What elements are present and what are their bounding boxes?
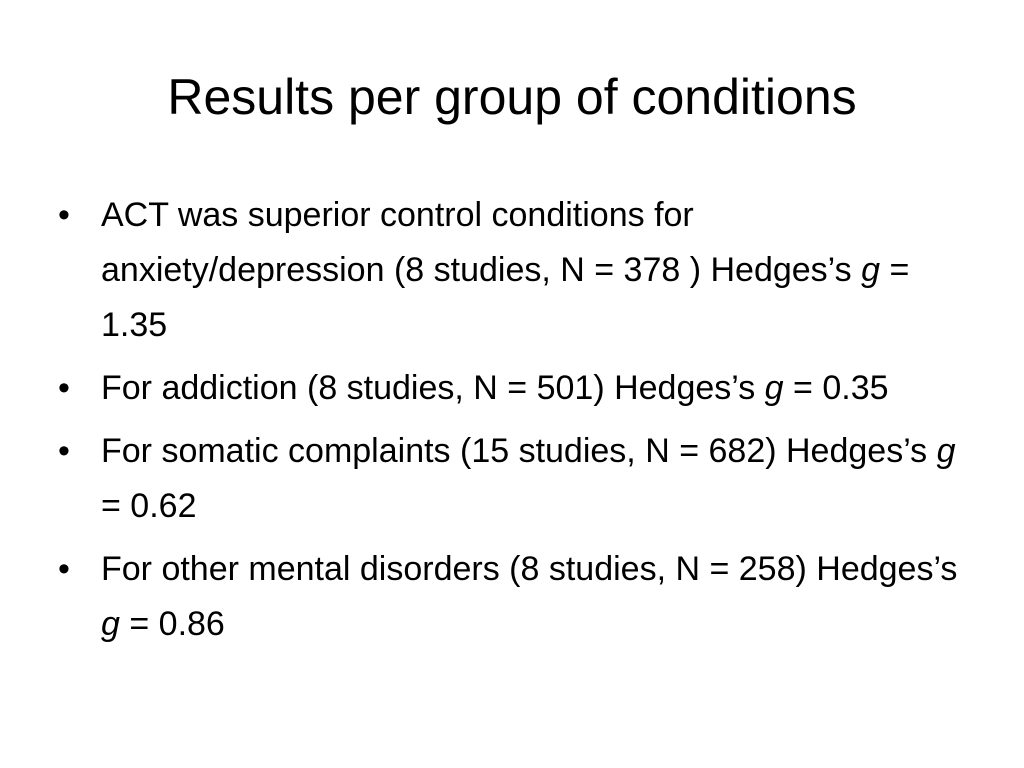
bullet-text-part: For addiction (8 studies, N = 501) Hedges’s: [101, 369, 765, 407]
hedges-g-symbol: g: [764, 369, 784, 407]
bullet-text-part: For other mental disorders (8 studies, N = 258) Hedges’s: [101, 550, 958, 588]
bullet-item-addiction: [58, 361, 978, 416]
bullet-value: = 0.86: [119, 605, 225, 643]
hedges-g-symbol: g: [936, 432, 956, 470]
bullet-text-part: For somatic complaints (15 studies, N = 682) Hedges’s: [101, 432, 937, 470]
bullet-text: [101, 369, 889, 407]
bullet-list: [58, 188, 978, 660]
bullet-icon: •: [58, 550, 70, 588]
slide-title: Results per group of conditions: [167, 69, 857, 125]
bullet-icon: •: [58, 196, 70, 234]
bullet-text: [101, 196, 909, 344]
bullet-icon: •: [58, 369, 70, 407]
hedges-g-symbol: g: [861, 251, 880, 289]
hedges-g-symbol: g: [101, 605, 120, 643]
bullet-value: = 0.35: [783, 369, 889, 407]
bullet-value: = 1.35: [101, 251, 910, 344]
bullet-item-somatic-complaints: [58, 424, 978, 534]
bullet-item-other-mental-disorders: [58, 542, 978, 652]
bullet-text: [101, 550, 957, 643]
bullet-text-part: ACT was superior control conditions for anxiety/depression (8 studies, N = 378 ) Hedges’s: [101, 196, 862, 289]
bullet-icon: •: [58, 432, 70, 470]
bullet-value: = 0.62: [101, 487, 197, 525]
bullet-text: [101, 432, 956, 525]
bullet-item-anxiety-depression: [58, 188, 978, 353]
